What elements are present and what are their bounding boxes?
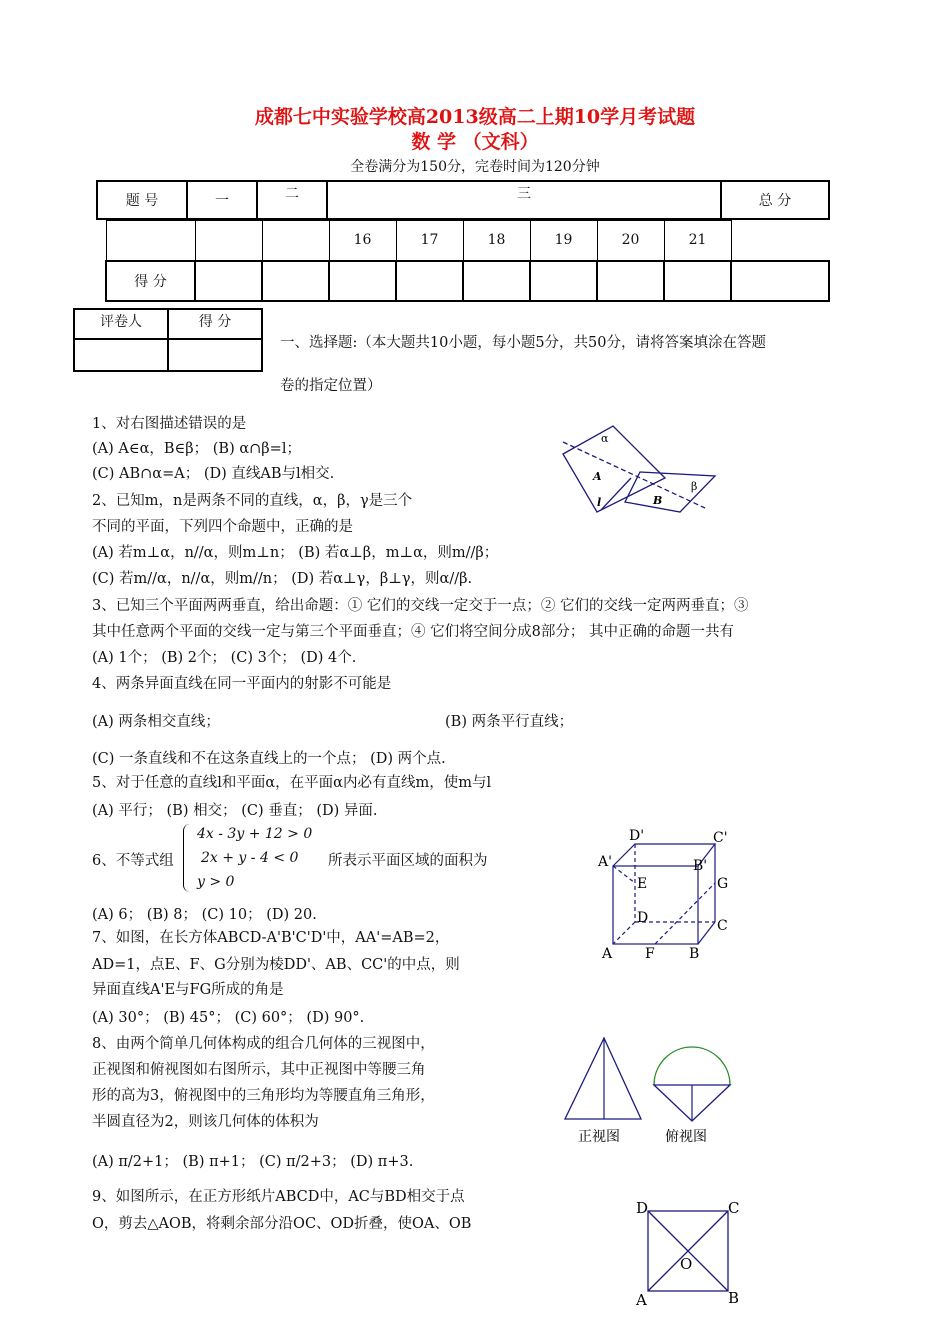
fig8-top-label: 俯视图 [665,1129,707,1145]
q4-option-b: (B) 两条平行直线； [445,714,574,730]
q1-stem: 1、对右图描述错误的是 [92,416,247,432]
fig7-label-g: G [717,876,729,892]
exam-title: 成都七中实验学校高2013级高二上期10学月考试题 [254,106,696,128]
q7-stem: 7、如图，在长方体ABCD-A'B'C'D'中，AA'=AB=2， [92,930,450,946]
fig9-label-c: C [728,1199,740,1217]
fig8-front-view [565,1038,641,1119]
subject-title: 数 学 （文科） [411,131,539,153]
q2-stem-2: 不同的平面，下列四个命题中，正确的是 [92,519,353,535]
score-table-body [105,220,830,302]
fig9-label-o: O [680,1255,693,1273]
q8-stem-2: 正视图和俯视图如右图所示，其中正视图中等腰三角 [92,1062,426,1078]
grader-header: 评卷人 [74,309,168,339]
fig1-label-b: B [653,494,663,507]
fig7-label-ap: A' [598,854,612,870]
fig7-label-cp: C' [713,830,728,846]
q2-options-cd: (C) 若m//α，n//α，则m//n； (D) 若α⊥γ，β⊥γ，则α//β. [92,571,473,587]
fig7-hidden-edge-da [613,922,635,944]
score-row-label: 得 分 [106,261,195,301]
fig9-label-b: B [728,1289,740,1307]
q7-options: (A) 30°； (B) 45°； (C) 60°； (D) 90°. [92,1010,365,1026]
section1-line1: 一、选择题:（本大题共10小题，每小题5分，共50分，请将答案填涂在答题 [280,335,767,351]
fig8-top-semicircle [654,1047,730,1085]
score-header-2: 二 [257,181,327,219]
score-col-20: 20 [597,221,664,261]
fig7-label-d: D [637,910,649,926]
fig8-views [560,1035,740,1150]
q9-stem-2: O，剪去△AOB，将剩余部分沿OC、OD折叠，使OA、OB [92,1216,472,1232]
fig1-line-ab [563,442,705,508]
q1-options-cd: (C) AB∩α=A； (D) 直线AB与l相交. [92,466,335,482]
q2-stem: 2、已知m，n是两条不同的直线，α，β，γ是三个 [92,493,413,509]
fig1-label-beta: β [691,480,698,493]
q1-options-ab: (A) A∈α，B∈β； (B) α∩β=l； [92,441,301,457]
q7-stem-2: AD=1，点E、F、G分别为棱DD'、AB、CC'的中点，则 [92,957,460,973]
q6-stem-2: 所表示平面区域的面积为 [328,853,488,869]
fig1-label-l: l [597,496,602,509]
q4-stem: 4、两条异面直线在同一平面内的射影不可能是 [92,676,392,692]
fig9-square [630,1195,750,1315]
q3-stem: 3、已知三个平面两两垂直，给出命题：① 它们的交线一定交于一点；② 它们的交线一定两两垂直；③ [92,598,749,614]
q8-stem-3: 形的高为3，俯视图中的三角形均为等腰直角三角形， [92,1088,435,1104]
fig7-line-fg [655,883,715,944]
q7-stem-3: 异面直线A'E与FG所成的角是 [92,982,284,998]
fig7-front-face [613,866,698,944]
fig7-label-a: A [602,946,613,962]
fig7-label-f: F [645,946,655,962]
fig7-cuboid [595,826,735,966]
fig7-bottom-right-edge [698,922,715,944]
q6-ineq-3: y > 0 [197,874,235,890]
q5-options: (A) 平行； (B) 相交； (C) 垂直； (D) 异面. [92,803,378,819]
q3-stem-2: 其中任意两个平面的交线一定与第三个平面垂直；④ 它们将空间分成8部分； 其中正确的命题一共有 [92,624,734,640]
q6-ineq-1: 4x - 3y + 12 > 0 [197,826,313,842]
score-col-17: 17 [396,221,463,261]
fig9-label-a: A [636,1291,647,1309]
fig1-planes [555,420,725,520]
score-col-21: 21 [664,221,731,261]
fig7-label-dp: D' [629,828,645,844]
q9-stem: 9、如图所示，在正方形纸片ABCD中，AC与BD相交于点 [92,1189,465,1205]
fig1-plane-alpha [563,426,665,512]
score-col-16: 16 [329,221,396,261]
grader-score-header: 得 分 [168,309,262,339]
section1-line2: 卷的指定位置） [280,378,382,394]
q6-options: (A) 6； (B) 8； (C) 10； (D) 20. [92,907,317,923]
q4-options-cd: (C) 一条直线和不在这条直线上的一个点； (D) 两个点. [92,751,446,767]
score-col-18: 18 [463,221,530,261]
score-header-3: 三 [327,181,721,219]
fig1-label-alpha: α [601,432,609,445]
fig7-line-ae [613,866,635,883]
fig7-label-c: C [717,918,728,934]
score-header-label: 题 号 [97,181,187,219]
score-header-total: 总 分 [721,181,829,219]
fig7-label-e: E [637,876,648,892]
q8-options: (A) π/2+1； (B) π+1； (C) π/2+3； (D) π+3. [92,1154,414,1170]
score-header-1: 一 [187,181,257,219]
q6-stem: 6、不等式组 [92,853,174,869]
score-table-header [96,180,830,220]
q4-option-a: (A) 两条相交直线； [92,714,220,730]
grader-table [73,308,263,372]
q5-stem: 5、对于任意的直线l和平面α，在平面α内必有直线m，使m与l [92,775,492,791]
score-col-19: 19 [530,221,597,261]
q8-stem: 8、由两个简单几何体构成的组合几何体的三视图中， [92,1036,435,1052]
fig7-label-bp: B' [693,858,708,874]
q2-options-ab: (A) 若m⊥α，n//α，则m⊥n； (B) 若α⊥β，m⊥α，则m//β； [92,545,499,561]
q6-brace [183,824,190,892]
exam-info: 全卷满分为150分，完卷时间为120分钟 [350,159,600,175]
q8-stem-4: 半圆直径为2，则该几何体的体积为 [92,1114,319,1130]
fig7-label-b: B [689,946,700,962]
fig1-line-l [601,478,631,510]
fig1-label-a: A [593,470,602,483]
fig8-front-label: 正视图 [578,1129,620,1145]
q3-options: (A) 1个； (B) 2个； (C) 3个； (D) 4个. [92,650,357,666]
q6-ineq-2: 2x + y - 4 < 0 [201,850,299,866]
fig9-label-d: D [636,1199,649,1217]
